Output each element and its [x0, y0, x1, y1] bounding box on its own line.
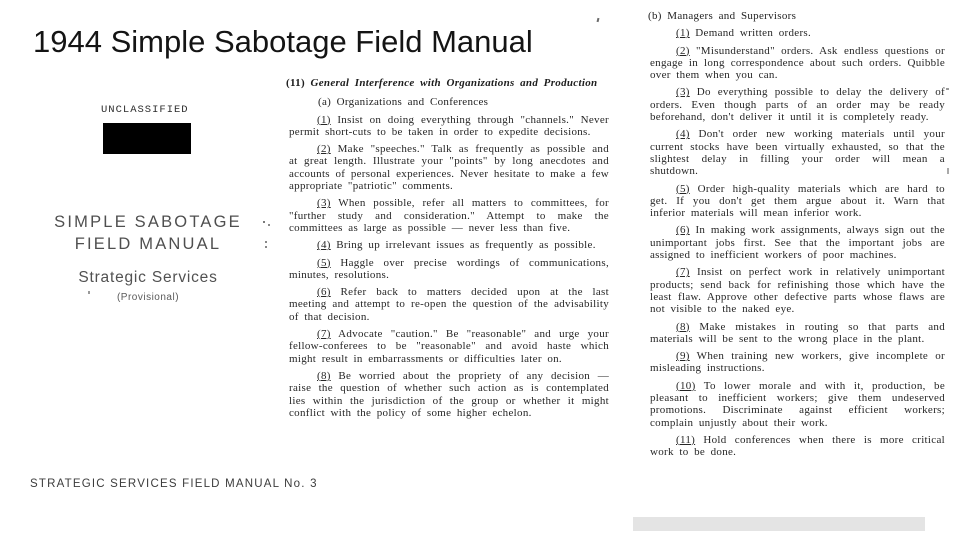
section-title: General Interference with Organizations and Production: [310, 77, 598, 89]
ink-speck: [268, 224, 270, 226]
list-item: [648, 183, 945, 220]
list-item: [278, 143, 609, 192]
item-number: (6): [676, 224, 690, 237]
cover-provisional: (Provisional): [116, 292, 180, 303]
list-item: [648, 321, 945, 346]
manual-page-column-a: [278, 77, 609, 419]
ink-speck: [597, 18, 600, 22]
list-item: [648, 380, 945, 429]
item-text: To lower morale and with it, production, be pleasant to inefficient workers; give them undeserved promotions. Discriminate against efficient workers; complain unjustly about their work.: [650, 379, 946, 429]
list-item: [278, 239, 609, 251]
item-text: Don't order new working materials until your current stocks have been virtually exhausted, so that the slightest delay in filling your order will mean a shutdown.: [650, 128, 945, 178]
item-text: Bring up irrelevant issues as frequently as possible.: [336, 239, 596, 252]
item-number: (3): [676, 86, 690, 99]
list-item: [648, 128, 945, 177]
item-text: Refer back to matters decided upon at the last meeting and attempt to re-open the question of the advisability of that decision.: [289, 286, 609, 323]
subsection-label: (b): [648, 10, 662, 22]
scan-edge-shadow: [633, 517, 925, 531]
item-text: When training new workers, give incomplete or misleading instructions.: [650, 350, 945, 375]
subsection-label: (a): [318, 96, 332, 109]
subsection-heading-b: [648, 10, 945, 22]
item-number: (4): [676, 128, 690, 141]
item-number: (11): [676, 433, 696, 446]
ink-speck: [263, 221, 265, 223]
item-text: Make mistakes in routing so that parts and materials will be sent to the wrong place in the plant.: [650, 320, 945, 345]
item-text: When possible, refer all matters to committees, for "further study and consideration." Attempt to make the committees as large as possible — never less than five.: [289, 197, 609, 234]
list-item: [278, 286, 609, 323]
item-number: (4): [317, 239, 331, 252]
classification-stamp: UNCLASSIFIED: [101, 104, 189, 116]
item-text: Make "speeches." Talk as frequently as possible and at great length. Illustrate your "points" by long anecdotes and accounts of personal experiences. Never hesitate to make a few appropriate "patriotic" comments.: [289, 143, 609, 193]
item-text: Order high-quality materials which are hard to get. If you don't get them argue about it. Warn that inferior materials will mean inferior work.: [650, 182, 945, 220]
item-number: (8): [676, 320, 690, 333]
item-number: (9): [676, 350, 690, 363]
subsection-title: Organizations and Conferences: [336, 96, 489, 109]
item-number: (7): [676, 266, 690, 279]
ink-speck: [946, 88, 949, 90]
list-item: [648, 45, 945, 82]
list-item: [648, 434, 945, 459]
cover-footer: STRATEGIC SERVICES FIELD MANUAL No. 3: [30, 478, 318, 490]
list-item: [278, 257, 609, 282]
item-number: (1): [317, 113, 331, 126]
item-number: (1): [676, 27, 690, 40]
item-text: Hold conferences when there is more critical work to be done.: [650, 433, 945, 459]
item-list-b: [648, 27, 945, 458]
item-number: (10): [676, 379, 696, 392]
item-number: (2): [676, 44, 690, 57]
list-item: [278, 114, 609, 139]
cover-subtitle: Strategic Services: [78, 269, 218, 286]
item-number: (6): [317, 286, 331, 299]
item-text: Be worried about the propriety of any decision — raise the question of whether such action as is contemplated lies within the jurisdiction of the group or whether it might conflict with the policy of some higher echelon.: [289, 369, 609, 419]
manual-page-column-b: [648, 10, 945, 459]
cover-title-line2: FIELD MANUAL: [74, 235, 222, 253]
list-item: [648, 224, 945, 261]
item-number: (5): [317, 256, 331, 269]
item-text: Haggle over precise wordings of communications, minutes, resolutions.: [289, 256, 609, 281]
page-title: 1944 Simple Sabotage Field Manual: [33, 24, 533, 59]
list-item: [648, 266, 945, 315]
item-number: (3): [317, 197, 331, 210]
list-item: [648, 86, 945, 123]
item-text: Do everything possible to delay the delivery of orders. Even though parts of an order may be ready beforehand, don't deliver it until it is completely ready.: [650, 86, 945, 124]
cover-title: [53, 211, 243, 255]
item-text: Demand written orders.: [695, 27, 812, 40]
item-number: (8): [317, 369, 331, 382]
ink-speck: [265, 241, 267, 243]
list-item: [648, 27, 945, 39]
subsection-title: Managers and Supervisors: [667, 10, 797, 22]
item-number: (7): [317, 328, 331, 341]
item-number: (2): [317, 143, 331, 156]
ink-speck: [265, 246, 267, 248]
list-item: [278, 197, 609, 234]
ink-speck: [88, 291, 90, 294]
item-number: (5): [676, 182, 690, 195]
item-text: Insist on doing everything through "channels." Never permit short-cuts to be taken in order to expedite decisions.: [289, 113, 609, 138]
item-text: "Misunderstand" orders. Ask endless questions or engage in long correspondence about such orders. Quibble over them when you can.: [650, 44, 945, 82]
subsection-heading-a: [278, 96, 609, 108]
item-text: In making work assignments, always sign out the unimportant jobs first. See that the important jobs are assigned to inefficient workers of poor machines.: [650, 224, 945, 262]
section-heading: [278, 77, 609, 89]
list-item: [278, 328, 609, 365]
section-number: (11): [286, 77, 305, 89]
ink-speck: [947, 168, 949, 174]
item-text: Advocate "caution." Be "reasonable" and urge your fellow-conferees to be "reasonable" and avoid haste which might result in embarrassments or difficulties later on.: [289, 328, 609, 365]
redaction-box: [103, 123, 191, 154]
list-item: [278, 370, 609, 419]
list-item: [648, 350, 945, 375]
item-list-a: [278, 114, 609, 420]
item-text: Insist on perfect work in relatively unimportant products; send back for refinishing those which have the least flaw. Approve other defective parts whose flaws are not visible to the naked eye.: [650, 266, 945, 316]
cover-title-line1: SIMPLE SABOTAGE: [54, 213, 242, 231]
